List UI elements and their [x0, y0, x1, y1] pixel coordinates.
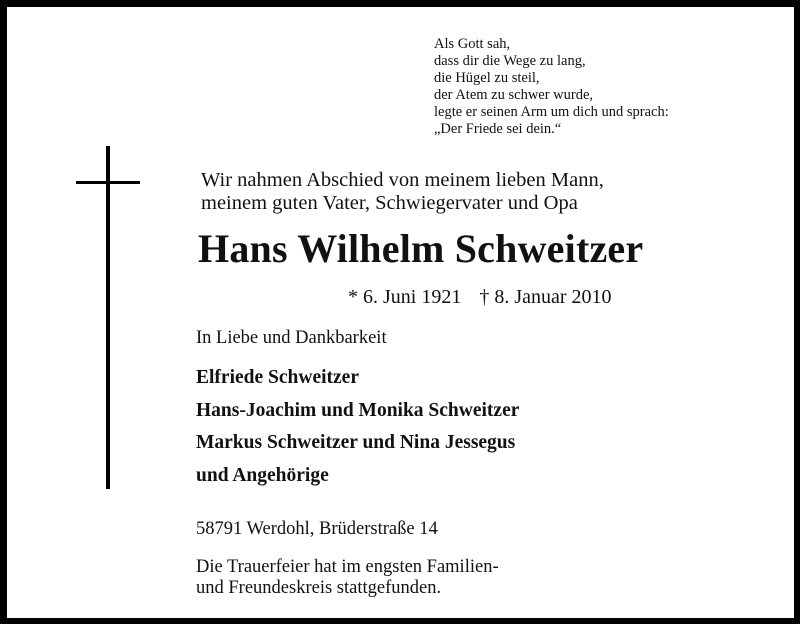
poem-line: Als Gott sah,: [434, 36, 511, 52]
poem-line: der Atem zu schwer wurde,: [434, 87, 594, 103]
poem-line: „Der Friede sei dein.“: [434, 121, 562, 137]
poem-line: dass dir die Wege zu lang,: [434, 53, 586, 69]
note-line: und Freundeskreis stattgefunden.: [196, 578, 442, 598]
family-address: 58791 Werdohl, Brüderstraße 14: [196, 519, 438, 539]
mourners-heading: In Liebe und Dankbarkeit: [196, 328, 387, 348]
cross-vertical-bar: [106, 146, 110, 489]
intro-line: Wir nahmen Abschied von meinem lieben Mann,: [201, 169, 604, 191]
cross-horizontal-bar: [76, 181, 140, 184]
death-date: † 8. Januar 2010: [479, 286, 612, 308]
intro-line: meinem guten Vater, Schwiegervater und Opa: [201, 192, 578, 214]
mourners-list: [196, 362, 519, 492]
note-line: Die Trauerfeier hat im engsten Familien-: [196, 557, 499, 577]
mourner-name: Elfriede Schweitzer: [196, 367, 359, 388]
poem-line: die Hügel zu steil,: [434, 70, 540, 86]
mourner-name: und Angehörige: [196, 464, 329, 486]
poem-line: legte er seinen Arm um dich und sprach:: [434, 104, 669, 120]
birth-date: * 6. Juni 1921: [348, 286, 462, 308]
intro-text: [201, 169, 604, 215]
mourner-name: Markus Schweitzer und Nina Jessegus: [196, 432, 516, 453]
mourner-name: Hans-Joachim und Monika Schweitzer: [196, 399, 520, 421]
poem: [434, 36, 669, 138]
life-dates: [348, 285, 612, 309]
funeral-note: [196, 557, 499, 599]
deceased-name: Hans Wilhelm Schweitzer: [198, 226, 644, 271]
